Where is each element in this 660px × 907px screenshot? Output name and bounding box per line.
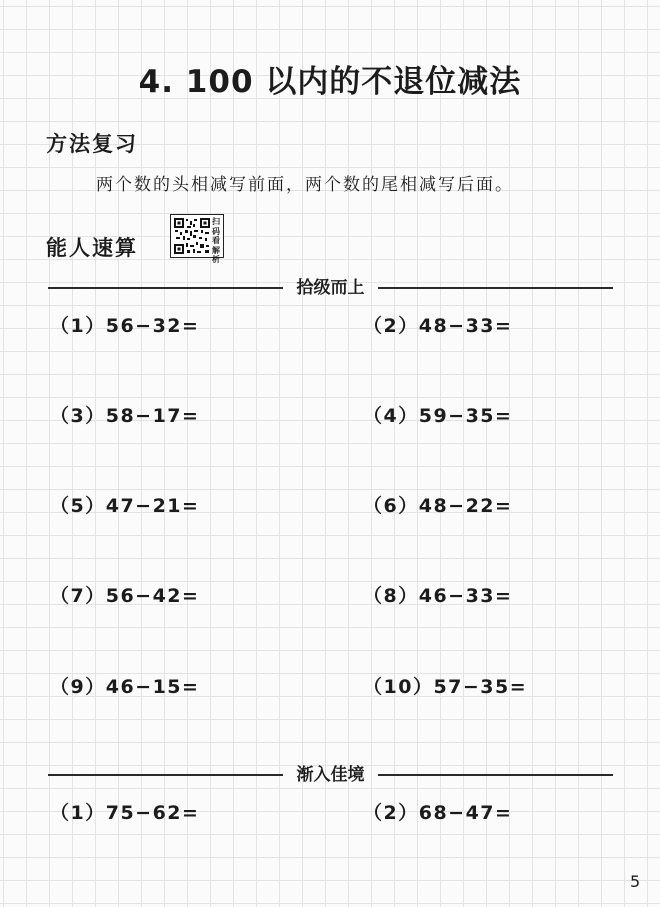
section-divider-step-up: [48, 276, 613, 300]
qr-code-caption: 扫 码 看 解 析: [212, 217, 220, 264]
section-label: 拾级而上: [296, 278, 365, 298]
section-divider-getting-better: [48, 763, 613, 787]
section-label: 渐入佳境: [296, 765, 365, 785]
problem-item: （1）56−32=: [50, 315, 200, 337]
problem-item: （8）46−33=: [363, 585, 513, 607]
qr-code-pattern: [174, 218, 210, 254]
problem-item: （10）57−35=: [363, 676, 528, 698]
divider-line-right: [378, 774, 613, 776]
method-review-text: 两个数的头相减写前面，两个数的尾相减写后面。: [96, 175, 514, 195]
problem-item: （5）47−21=: [50, 495, 200, 517]
divider-line-right: [378, 287, 613, 289]
quick-calc-heading: 能人速算: [46, 236, 138, 260]
page-title: 4. 100 以内的不退位减法: [138, 64, 522, 100]
problem-item: （6）48−22=: [363, 495, 513, 517]
page-number: 5: [630, 872, 641, 891]
problem-item: （7）56−42=: [50, 585, 200, 607]
problem-item: （2）48−33=: [363, 315, 513, 337]
problem-item: （2）68−47=: [363, 802, 513, 824]
problem-item: （4）59−35=: [363, 405, 513, 427]
method-review-heading: 方法复习: [46, 132, 138, 156]
problem-item: （1）75−62=: [50, 802, 200, 824]
problem-item: （9）46−15=: [50, 676, 200, 698]
problem-item: （3）58−17=: [50, 405, 200, 427]
qr-code[interactable]: [170, 214, 224, 264]
